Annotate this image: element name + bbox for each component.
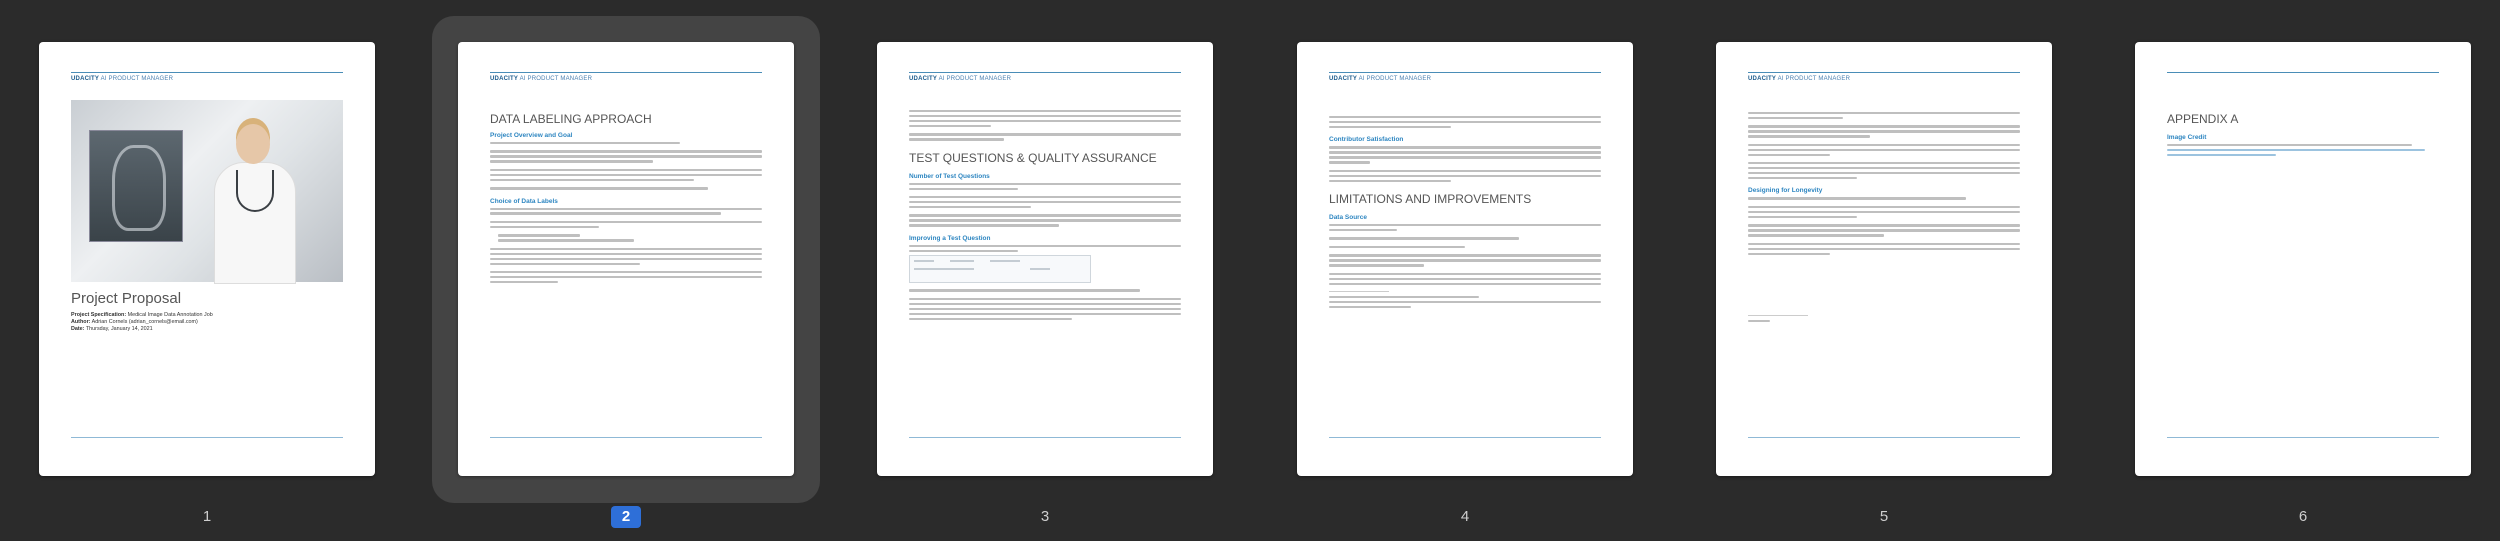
page-body bbox=[2167, 112, 2439, 159]
section-heading: APPENDIX A bbox=[2167, 112, 2239, 126]
page-thumbnail-4[interactable] bbox=[1297, 42, 1633, 476]
page-body bbox=[1329, 116, 1601, 311]
section-heading: LIMITATIONS AND IMPROVEMENTS bbox=[1329, 192, 1532, 207]
page-number-4[interactable]: 4 bbox=[1460, 508, 1470, 525]
xray-film bbox=[89, 130, 183, 242]
header-rule bbox=[2167, 72, 2439, 73]
header-rule bbox=[1329, 72, 1601, 73]
brand: UDACITY bbox=[1329, 76, 1358, 82]
author-value: Adrian Cornels (adrian_cornels@email.com) bbox=[91, 319, 198, 325]
spec-value: Medical Image Data Annotation Job bbox=[127, 312, 213, 318]
page-body bbox=[490, 112, 762, 286]
product-name: AI PRODUCT MANAGER bbox=[100, 76, 174, 82]
subheading: Contributor Satisfaction bbox=[1329, 136, 1404, 144]
project-meta bbox=[71, 312, 213, 333]
brand: UDACITY bbox=[1748, 76, 1777, 82]
footer-rule bbox=[1748, 437, 2020, 438]
subheading: Choice of Data Labels bbox=[490, 197, 558, 205]
product-name: AI PRODUCT MANAGER bbox=[1777, 76, 1851, 82]
subheading: Number of Test Questions bbox=[909, 172, 990, 180]
brand: UDACITY bbox=[909, 76, 938, 82]
page-body bbox=[909, 110, 1181, 323]
page-body bbox=[1748, 112, 2020, 325]
doctor-figure bbox=[206, 118, 301, 282]
header-rule bbox=[1748, 72, 2020, 73]
header-rule bbox=[71, 72, 343, 73]
brand: UDACITY bbox=[490, 76, 519, 82]
page-number-2[interactable]: 2 bbox=[611, 506, 641, 528]
date-label: Date: bbox=[71, 326, 85, 332]
footer-rule bbox=[71, 437, 343, 438]
footer-rule bbox=[490, 437, 762, 438]
header-rule bbox=[490, 72, 762, 73]
page-number-3[interactable]: 3 bbox=[1040, 508, 1050, 525]
page-number-5[interactable]: 5 bbox=[1879, 508, 1889, 525]
page-header bbox=[909, 76, 1011, 82]
author-label: Author: bbox=[71, 319, 91, 325]
product-name: AI PRODUCT MANAGER bbox=[938, 76, 1012, 82]
page-thumbnail-2[interactable] bbox=[458, 42, 794, 476]
page-number-6[interactable]: 6 bbox=[2298, 508, 2308, 525]
footer-rule bbox=[1329, 437, 1601, 438]
section-heading: TEST QUESTIONS & QUALITY ASSURANCE bbox=[909, 150, 1157, 165]
subheading: Designing for Longevity bbox=[1748, 187, 1823, 195]
page-header bbox=[71, 76, 173, 82]
footer-rule bbox=[2167, 437, 2439, 438]
subheading: Data Source bbox=[1329, 214, 1367, 222]
cover-photo bbox=[71, 100, 343, 282]
product-name: AI PRODUCT MANAGER bbox=[1358, 76, 1432, 82]
subheading: Project Overview and Goal bbox=[490, 132, 573, 139]
page-title: Project Proposal bbox=[71, 290, 182, 307]
page-header bbox=[1329, 76, 1431, 82]
page-header bbox=[490, 76, 592, 82]
product-name: AI PRODUCT MANAGER bbox=[519, 76, 593, 82]
footer-rule bbox=[909, 437, 1181, 438]
date-value: Thursday, January 14, 2021 bbox=[85, 326, 153, 332]
page-header bbox=[1748, 76, 1850, 82]
test-question-figure bbox=[909, 255, 1091, 283]
page-thumbnail-6[interactable] bbox=[2135, 42, 2471, 476]
header-rule bbox=[909, 72, 1181, 73]
subheading: Improving a Test Question bbox=[909, 234, 991, 242]
page-thumbnail-5[interactable] bbox=[1716, 42, 2052, 476]
subheading: Image Credit bbox=[2167, 134, 2207, 141]
page-number-1[interactable]: 1 bbox=[202, 508, 212, 525]
section-heading: DATA LABELING APPROACH bbox=[490, 112, 652, 126]
page-thumbnail-3[interactable] bbox=[877, 42, 1213, 476]
brand: UDACITY bbox=[71, 76, 100, 82]
page-thumbnail-1[interactable] bbox=[39, 42, 375, 476]
spec-label: Project Specification: bbox=[71, 312, 127, 318]
